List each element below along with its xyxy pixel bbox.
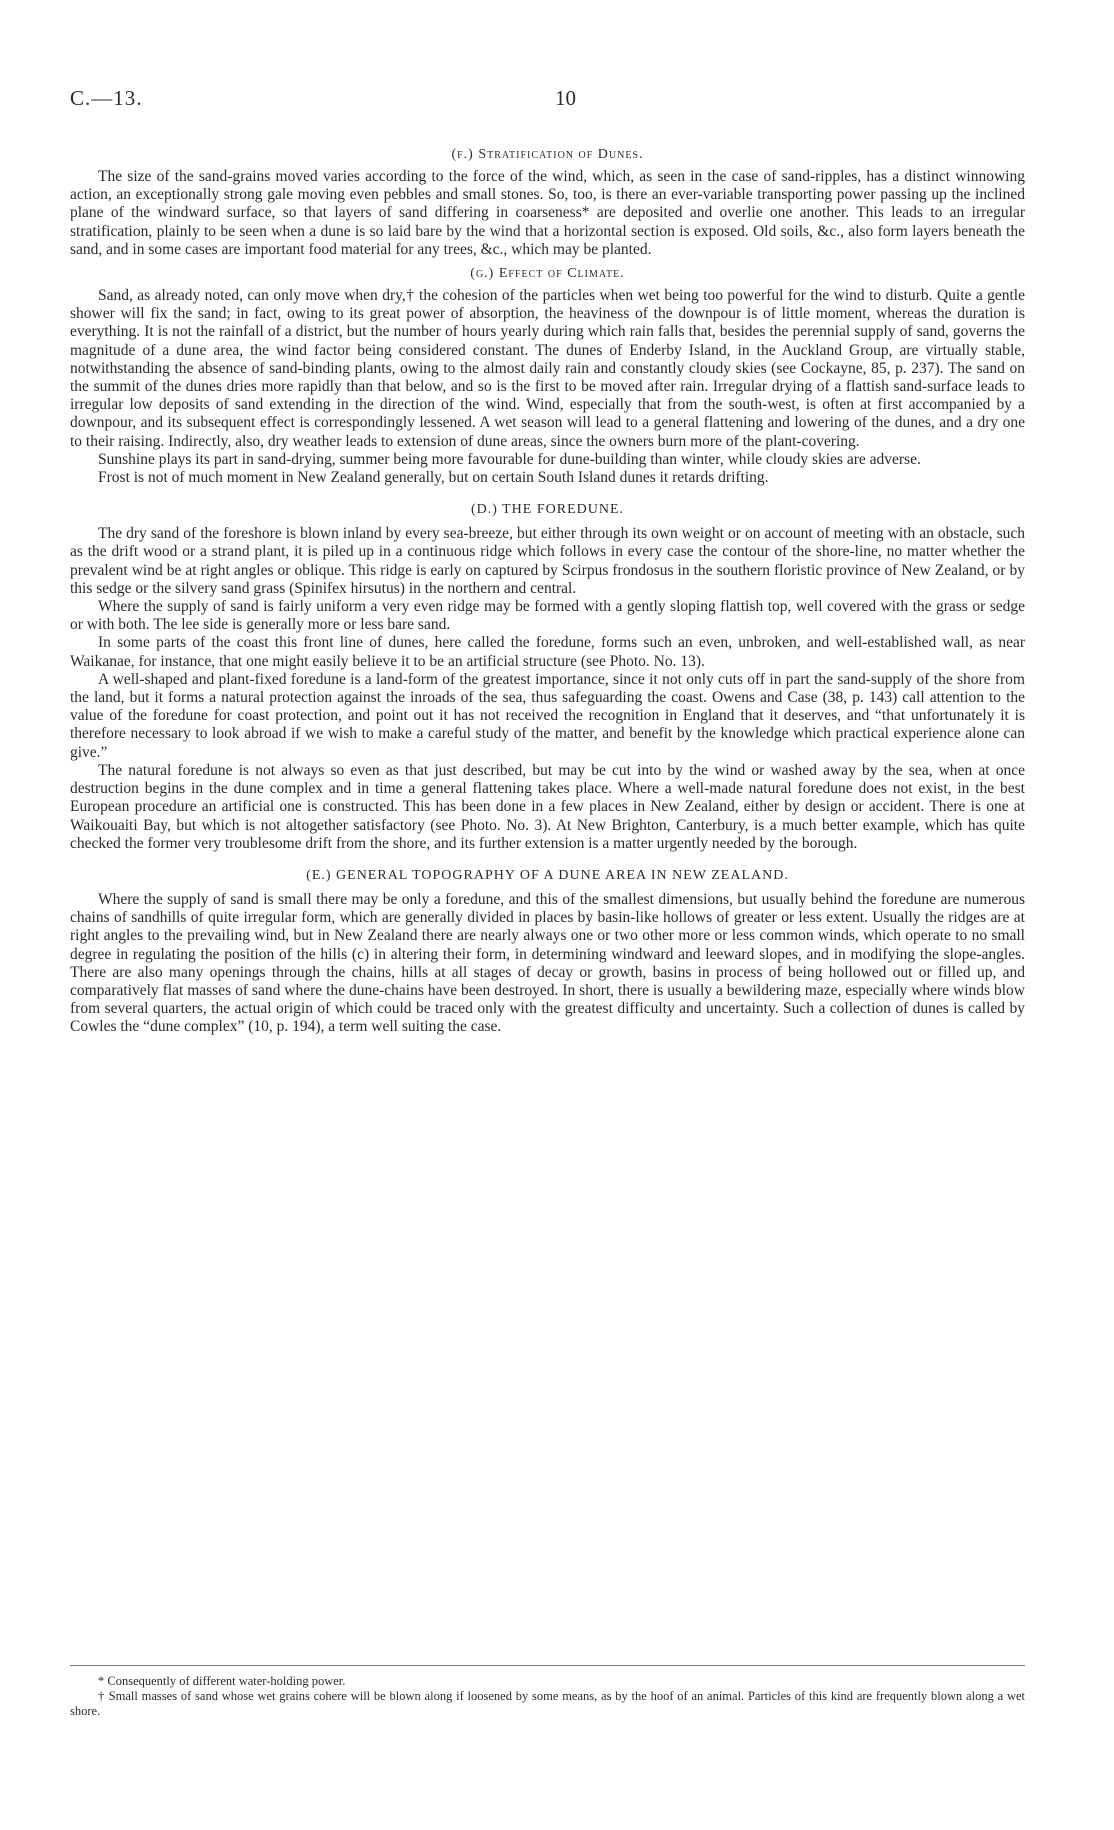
running-header [70, 86, 1050, 112]
paragraph: Frost is not of much moment in New Zealand generally, but on certain South Island dunes it retards drifting. [98, 469, 769, 487]
paragraph: Sand, as already noted, can only move when dry,† the cohesion of the particles when wet being too powerful for the wind to disturb. Quite a gentle shower will fix the sand; in fact, owing to its great power of absorption, the heaviness of the downpour is of little moment, whereas the duration is everything. It is not the rainfall of a district, but the number of hours yearly during which rain falls that, besides the perennial supply of sand, governs the magnitude of a dune area, the wind factor being considered constant. The dunes of Enderby Island, in the Auckland Group, are virtually stable, notwithstanding the absence of sand-binding plants, owing to the almost daily rain and constantly cloudy skies (see Cockayne, 85, p. 237). The sand on the summit of the dunes dries more rapidly than that below, and so is the first to be moved after rain. Irregular drying of a flattish sand-surface leads to irregular low deposits of sand extending in the direction of the wind. Wind, especially that from the south-west, is often at first accompanied by a downpour, and its subsequent effect is correspondingly lessened. A wet season will lead to a general flattening and lowering of the dunes, and a dry one to their raising. Indirectly, also, dry weather leads to extension of dune areas, since the owners burn more of the plant-covering. [70, 287, 1025, 450]
document-reference: C.—13. [70, 86, 143, 110]
section-heading-stratification: (f.) Stratification of Dunes. [451, 147, 644, 162]
paragraph: In some parts of the coast this front line of dunes, here called the foredune, forms such an even, unbroken, and well-established wall, as near Waikanae, for instance, that one might easily believe it to be an artificial structure (see Photo. No. 13). [70, 634, 1025, 670]
footnote: * Consequently of different water-holding power. [98, 1674, 346, 1688]
paragraph: The natural foredune is not always so even as that just described, but may be cut into by the wind or washed away by the sea, when at once destruction begins in the dune complex and in time a general flattening takes place. Where a well-made natural foredune does not exist, in the best European procedure an artificial one is constructed. This has been done in a few places in New Zealand, either by design or accident. There is one at Waikouaiti Bay, but which is not altogether satisfactory (see Photo. No. 3). At New Brighton, Canterbury, is a much better example, which has quite checked the former very troublesome drift from the shore, and its further extension is a matter urgently needed by the borough. [70, 761, 1025, 852]
section-heading-topography: (E.) GENERAL TOPOGRAPHY OF A DUNE AREA IN NEW ZEALAND. [306, 867, 789, 883]
footnote: † Small masses of sand whose wet grains cohere will be blown along if loosened by some means, as by the hoof of an animal. Particles of this kind are frequently blown along a wet shore. [70, 1689, 1025, 1718]
footnotes [70, 1665, 1025, 1719]
section-heading-climate: (g.) Effect of Climate. [470, 266, 625, 282]
paragraph: A well-shaped and plant-fixed foredune is a land-form of the greatest importance, since it not only cuts off in part the sand-supply of the shore from the land, but it forms a natural protection against the inroads of the sea, thus safeguarding the coast. Owens and Case (38, p. 143) call attention to the value of the foredune for coast protection, and point out it has not received the recognition in England that it deserves, and “that unfortunately it is therefore necessary to look abroad if we wish to make a careful study of the matter, and benefit by the knowledge which practical experience alone can give.” [70, 670, 1025, 761]
main-content [70, 140, 1025, 1037]
section-heading-foredune: (D.) THE FOREDUNE. [470, 502, 625, 518]
paragraph: Sunshine plays its part in sand-drying, summer being more favourable for dune-building than winter, while cloudy skies are adverse. [98, 450, 921, 468]
paragraph: The size of the sand-grains moved varies according to the force of the wind, which, as seen in the case of sand-ripples, has a distinct winnowing action, an exceptionally strong gale moving even pebbles and small stones. So, too, is there an ever-variable transporting power passing up the inclined plane of the windward surface, so that layers of sand differing in coarseness* are deposited and overlie one another. This leads to an irregular stratification, plainly to be seen when a dune is so laid bare by the wind that a horizontal section is exposed. Old soils, &c., also form layers beneath the sand, and in some cases are important food material for any trees, &c., which may be planted. [70, 168, 1025, 258]
page-number: 10 [555, 86, 576, 110]
paragraph: Where the supply of sand is small there may be only a foredune, and this of the smallest dimensions, but usually behind the foredune are numerous chains of sandhills of quite irregular form, which are generally divided in places by basin-like hollows of greater or less extent. Usually the ridges are at right angles to the prevailing wind, but in New Zealand there are nearly always one or two other more or less common winds, which operate to no small degree in regulating the position of the hills (c) in altering their form, in determining windward and leeward slopes, and in modifying the slope-angles. There are also many openings through the chains, hills at all stages of decay or growth, basins in process of being hollowed out or filled up, and comparatively flat masses of sand where the dune-chains have been destroyed. In short, there is usually a bewildering maze, especially where winds blow from several quarters, the actual origin of which could be traced only with the greatest difficulty and uncertainty. Such a collection of dunes is called by Cowles the “dune complex” (10, p. 194), a term well suiting the case. [70, 890, 1025, 1036]
paragraph: The dry sand of the foreshore is blown inland by every sea-breeze, but either through its own weight or on account of meeting with an obstacle, such as the drift wood or a strand plant, it is piled up in a continuous ridge which follows in every case the contour of the shore-line, no matter whether the prevalent wind be at right angles or oblique. This ridge is early on captured by Scirpus frondosus in the southern floristic province of New Zealand, or by this sedge or the silvery sand grass (Spinifex hirsutus) in the northern and central. [70, 525, 1025, 597]
paragraph: Where the supply of sand is fairly uniform a very even ridge may be formed with a gently sloping flattish top, well covered with the grass or sedge or with both. The lee side is generally more or less bare sand. [70, 598, 1025, 634]
